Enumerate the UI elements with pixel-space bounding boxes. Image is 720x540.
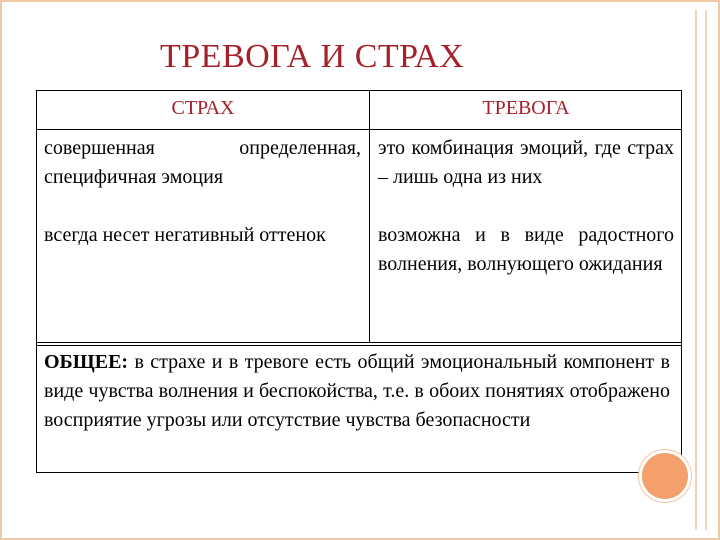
- common-text: в страхе и в тревоге есть общий эмоциональный компонент в виде чувства волнения и беспокойства, т.е. в обоих понятиях отображено восприятие угрозы или отсутствие чувства безопасности: [44, 351, 670, 431]
- slide-title: ТРЕВОГА И СТРАХ: [160, 38, 465, 75]
- comparison-table: [36, 90, 682, 473]
- decor-circle: [639, 450, 691, 502]
- decor-line: [705, 10, 707, 530]
- common-note: [44, 348, 670, 435]
- table-cell: это комбинация эмоций, где страх – лишь одна из них: [378, 137, 674, 188]
- decor-line: [695, 10, 697, 530]
- table-cell: всегда несет негативный оттенок: [44, 224, 326, 246]
- table-divider: [37, 129, 681, 130]
- column-header-fear: СТРАХ: [171, 97, 235, 119]
- table-cell: возможна и в виде радостного волнения, волнующего ожидания: [378, 224, 674, 275]
- table-cell: совершенная определенная, специфичная эмоция: [44, 137, 361, 188]
- table-divider: [37, 342, 681, 343]
- table-divider: [369, 91, 370, 342]
- column-header-anxiety: ТРЕВОГА: [482, 97, 570, 119]
- common-label: ОБЩЕЕ:: [44, 351, 129, 373]
- table-divider: [37, 345, 681, 346]
